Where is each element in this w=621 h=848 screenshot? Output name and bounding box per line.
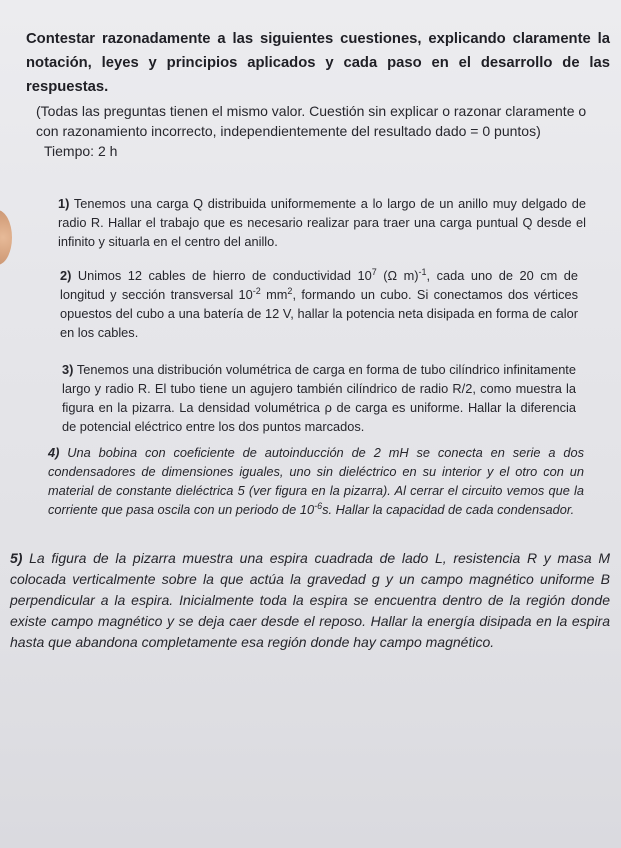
- question-5: [10, 548, 610, 653]
- question-text-part: Unimos 12 cables de hierro de conductividad 10: [77, 268, 372, 283]
- exam-instructions: Contestar razonadamente a las siguientes cuestiones, explicando claramente la notación, leyes y principios aplicados y cada paso en el desarrollo de las respuestas.: [26, 31, 610, 95]
- question-text: Tenemos una carga Q distribuida uniformemente a lo largo de un anillo muy delgado de radio R. Hallar el trabajo que es necesario realizar para traer una carga puntual Q desde el infinito y situarla en el centro del anillo.: [58, 196, 586, 249]
- question-text: Tenemos una distribución volumétrica de carga en forma de tubo cilíndrico infinitamente largo y radio R. El tubo tiene un agujero también cilíndrico de radio R/2, como muestra la figura en la pizarra. La densidad volumétrica ρ de carga es uniforme. Hallar la diferencia de potencial eléctrico entre los dos puntos marcados.: [62, 362, 576, 434]
- question-text-part: , cada uno de 20 cm de longitud y sección transversal 10: [60, 268, 578, 302]
- question-text-part: s. Hallar la capacidad de cada condensador.: [322, 502, 575, 517]
- period-exponent: -6: [314, 501, 323, 511]
- question-number: 2): [60, 268, 72, 283]
- question-text-part: Una bobina con coeficiente de autoinducción de 2 mH se conecta en serie a dos condensadores de dimensiones iguales, uno sin dieléctrico en su interior y el otro con un material de constante dieléctrica 5 (ver figura en la pizarra). Al cerrar el circuito vemos que la corriente que pasa oscila con un periodo de 10: [48, 445, 585, 517]
- question-1: [58, 194, 586, 251]
- question-3: [62, 360, 576, 436]
- question-number: 3): [62, 362, 74, 377]
- section-exponent: -2: [252, 286, 261, 296]
- area-unit-exponent: 2: [287, 286, 293, 296]
- question-number: 1): [58, 196, 70, 211]
- question-text-part: (Ω m): [376, 268, 419, 283]
- time-limit: Tiempo: 2 h: [44, 143, 118, 159]
- unit-exponent: -1: [418, 267, 427, 277]
- question-text: La figura de la pizarra muestra una espira cuadrada de lado L, resistencia R y masa M colocada verticalmente sobre la que actúa la gravedad g y un campo magnético uniforme B perpendicular a la espira. Inicialmente toda la espira se encuentra dentro de la región donde existe campo magnético y se deja caer desde el reposo. Hallar la energía disipada en la espira hasta que abandona completamente esa región donde hay campo magnético.: [10, 550, 611, 650]
- question-4: [48, 443, 584, 519]
- exam-header: [26, 27, 610, 161]
- conductivity-exponent: 7: [371, 267, 377, 277]
- question-2: [60, 266, 578, 342]
- grading-note: (Todas las preguntas tienen el mismo valor. Cuestión sin explicar o razonar claramente o con razonamiento incorrecto, independientemente del resultado dado = 0 puntos): [36, 103, 587, 139]
- finger-photo-artifact: [0, 210, 12, 265]
- question-number: 5): [10, 550, 23, 566]
- question-text-part: , formando un cubo. Si conectamos dos vértices opuestos del cubo a una batería de 12 V, hallar la potencia neta disipada en forma de calor en los cables.: [60, 287, 578, 340]
- question-number: 4): [48, 445, 60, 460]
- question-text-part: mm: [260, 287, 288, 302]
